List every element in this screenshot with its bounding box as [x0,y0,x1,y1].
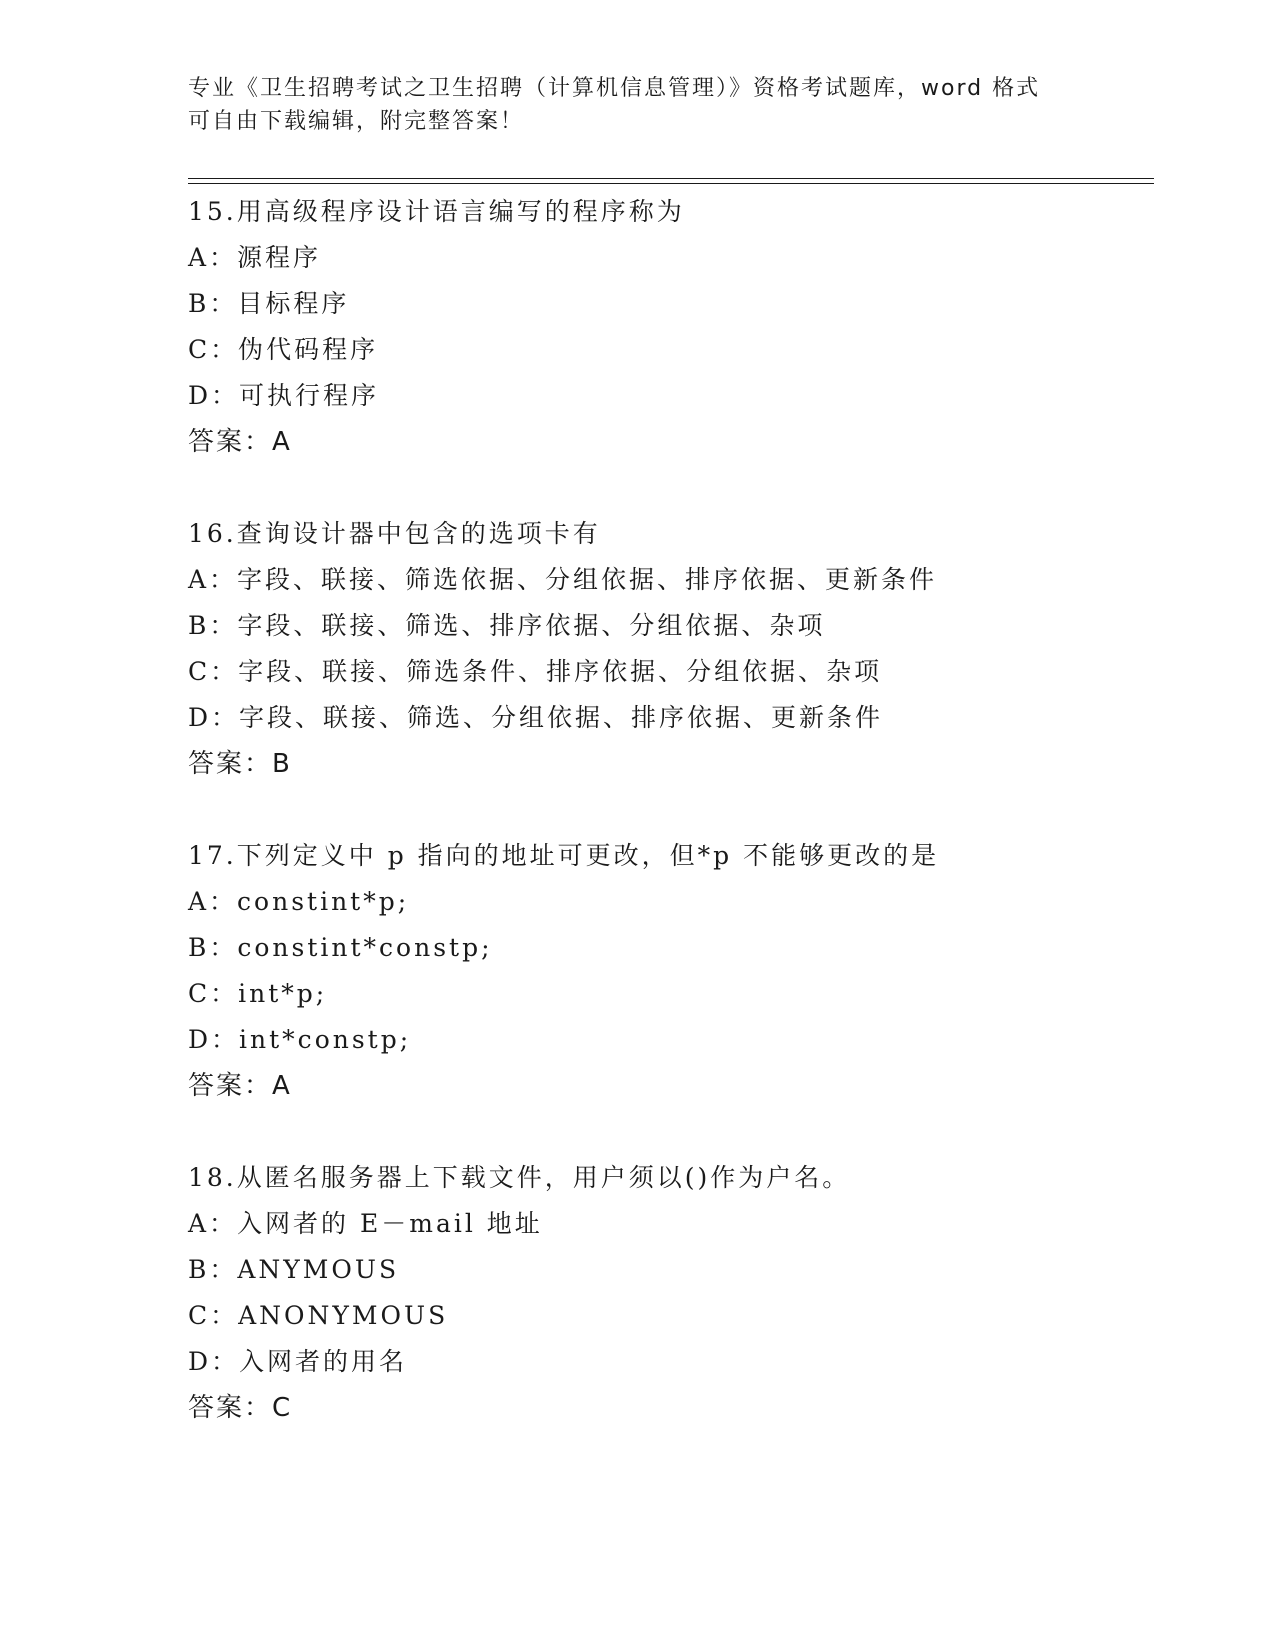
answer-line: 答案：A [188,1071,292,1101]
option-d: D：入网者的用名 [188,1347,408,1376]
question-stem: 15.用高级程序设计语言编写的程序称为 [188,197,685,226]
answer-line: 答案：C [188,1393,293,1423]
option-b: B：字段、联接、筛选、排序依据、分组依据、杂项 [188,611,826,640]
option-c: C：字段、联接、筛选条件、排序依据、分组依据、杂项 [188,657,883,686]
question-stem: 18.从匿名服务器上下载文件，用户须以()作为户名。 [188,1163,851,1192]
document-header [188,72,1088,138]
option-b: B：constint*constp; [188,933,493,962]
option-d: D：可执行程序 [188,381,380,410]
header-divider-bottom [188,183,1154,184]
question-15 [188,189,1148,465]
answer-line: 答案：B [188,749,292,779]
option-b: B：ANYMOUS [188,1255,400,1284]
option-a: A：constint*p; [188,887,410,916]
question-16 [188,511,1148,787]
option-a: A：源程序 [188,243,322,272]
answer-line: 答案：A [188,427,292,457]
question-17 [188,833,1148,1109]
header-line-1: 专业《卫生招聘考试之卫生招聘（计算机信息管理）》资格考试题库，word 格式 [188,76,1041,101]
option-a: A：入网者的 E－mail 地址 [188,1209,543,1238]
header-divider-top [188,178,1154,179]
option-c: C：int*p; [188,979,328,1008]
question-stem: 17.下列定义中 p 指向的地址可更改，但*p 不能够更改的是 [188,841,940,870]
header-line-2: 可自由下载编辑，附完整答案！ [188,109,525,134]
option-c: C：伪代码程序 [188,335,379,364]
option-b: B：目标程序 [188,289,350,318]
option-c: C：ANONYMOUS [188,1301,449,1330]
option-a: A：字段、联接、筛选依据、分组依据、排序依据、更新条件 [188,565,938,594]
question-list [188,189,1148,1431]
option-d: D：字段、联接、筛选、分组依据、排序依据、更新条件 [188,703,884,732]
question-stem: 16.查询设计器中包含的选项卡有 [188,519,601,548]
option-d: D：int*constp; [188,1025,412,1054]
question-18 [188,1155,1148,1431]
